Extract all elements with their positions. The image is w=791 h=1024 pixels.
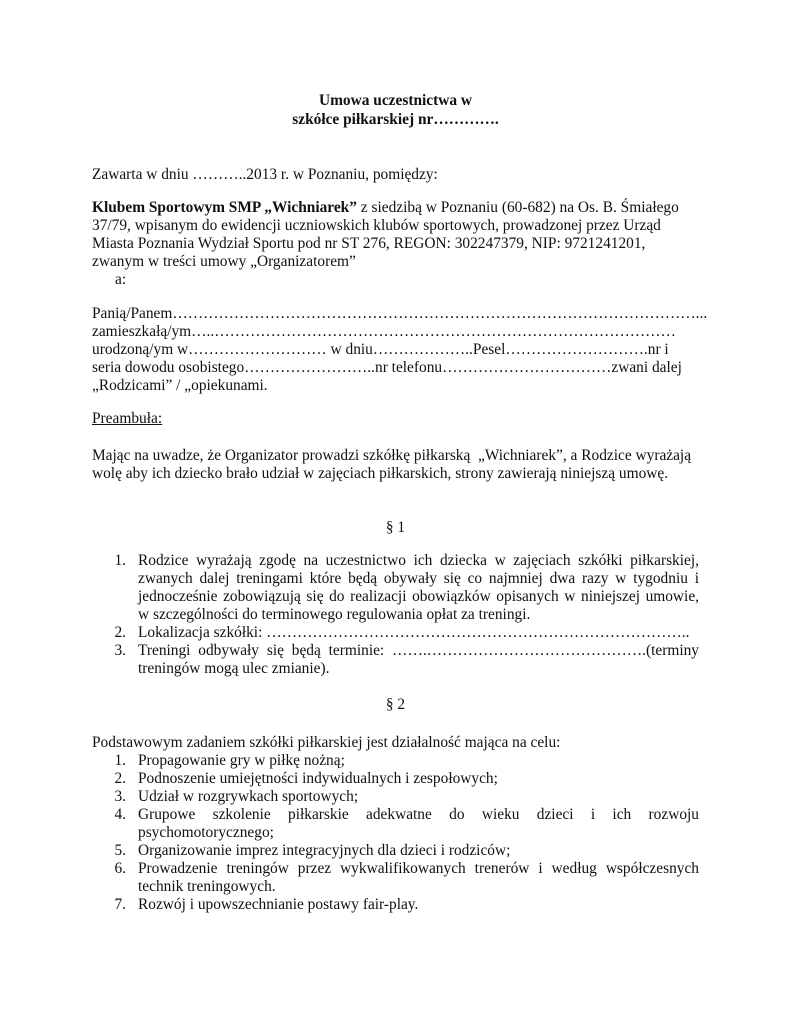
preamble-heading: Preambuła:: [92, 410, 163, 427]
list-item-line: w szczególności do terminowego regulowania opłat za treningi.: [138, 606, 531, 623]
preamble-line-2: wolę aby ich dziecko brało udział w zajęciach piłkarskich, strony zawierają niniejszą umowę.: [92, 465, 669, 482]
list-item-number: 4.: [114, 806, 126, 823]
list-item-line: Udział w rozgrywkach sportowych;: [138, 788, 359, 805]
party-birth-line: urodzoną/ym w……………………… w dniu………………..Pesel……………………….nr i: [92, 341, 669, 358]
party-name-line: Panią/Panem…………………………………………………………………………………………...: [92, 305, 708, 322]
list-item-line: Grupowe szkolenie piłkarskie adekwatne do wieku dzieci i ich rozwoju: [138, 806, 699, 823]
list-item-line: Lokalizacja szkółki: ………………………………………………………………………..: [138, 624, 690, 641]
list-item-number: 2.: [114, 624, 126, 641]
list-item-number: 6.: [114, 860, 126, 877]
club-line-3: Miasta Poznania Wydział Sportu pod nr ST 276, REGON: 302247379, NIP: 9721241201,: [92, 235, 646, 252]
preamble-line-1: Mając na uwadze, że Organizator prowadzi szkółkę piłkarską „Wichniarek”, a Rodzice wyrażają: [92, 447, 692, 464]
section-2-intro: Podstawowym zadaniem szkółki piłkarskiej jest działalność mająca na celu:: [92, 734, 561, 751]
title-line-2: szkółce piłkarskiej nr………….: [292, 111, 499, 128]
section-2-heading: § 2: [385, 696, 406, 713]
list-item-number: 1.: [114, 752, 126, 769]
list-item-number: 3.: [114, 788, 126, 805]
list-item-line: Organizowanie imprez integracyjnych dla dzieci i rodziców;: [138, 842, 511, 859]
list-item-number: 7.: [114, 896, 126, 913]
list-item-line: Podnoszenie umiejętności indywidualnych i zespołowych;: [138, 770, 498, 787]
conjunction-and: a:: [115, 271, 127, 288]
list-item-line: Treningi odbywały się będą terminie: …….…………………………………….(terminy: [138, 642, 699, 659]
concluded-line: Zawarta w dniu ………..2013 r. w Poznaniu, pomiędzy:: [92, 166, 438, 183]
party-address-line: zamieszkałą/ym…..………………………………………………………………………………: [92, 323, 676, 340]
list-item-line: treningów mogą ulec zmianie).: [138, 660, 330, 677]
list-item-number: 2.: [114, 770, 126, 787]
party-role-line: „Rodzicami” / „opiekunami.: [92, 377, 268, 394]
title-line-1: Umowa uczestnictwa w: [318, 92, 473, 109]
list-item-number: 3.: [114, 642, 126, 659]
list-item-line: Propagowanie gry w piłkę nożną;: [138, 752, 345, 769]
club-name: Klubem Sportowym SMP „Wichniarek”: [92, 199, 357, 216]
list-item-line: technik treningowych.: [138, 878, 276, 895]
list-item-line: Prowadzenie treningów przez wykwalifikowanych trenerów i według współczesnych: [138, 860, 699, 877]
club-line-1: [92, 199, 679, 217]
club-line-2: 37/79, wpisanym do ewidencji uczniowskich klubów sportowych, prowadzonej przez Urząd: [92, 217, 661, 234]
list-item-line: psychomotorycznego;: [138, 824, 274, 841]
section-1-heading: § 1: [385, 519, 406, 536]
list-item-line: Rozwój i upowszechnianie postawy fair-play.: [138, 896, 419, 913]
list-item-number: 1.: [114, 552, 126, 569]
party-id-line: seria dowodu osobistego……………………..nr telefonu……………………………zwani dalej: [92, 359, 682, 376]
list-item-line: jednocześnie zobowiązują się do realizacji obowiązków opisanych w niniejszej umowie,: [138, 588, 699, 605]
list-item-line: zwanych dalej treningami które będą obywały się co najmniej dwa razy w tygodniu i: [138, 570, 699, 587]
club-line-4: zwanym w treści umowy „Organizatorem”: [92, 253, 356, 270]
club-address: z siedzibą w Poznaniu (60-682) na Os. B. Śmiałego: [356, 199, 679, 216]
list-item-line: Rodzice wyrażają zgodę na uczestnictwo ich dziecka w zajęciach szkółki piłkarskiej,: [138, 552, 699, 569]
list-item-number: 5.: [114, 842, 126, 859]
